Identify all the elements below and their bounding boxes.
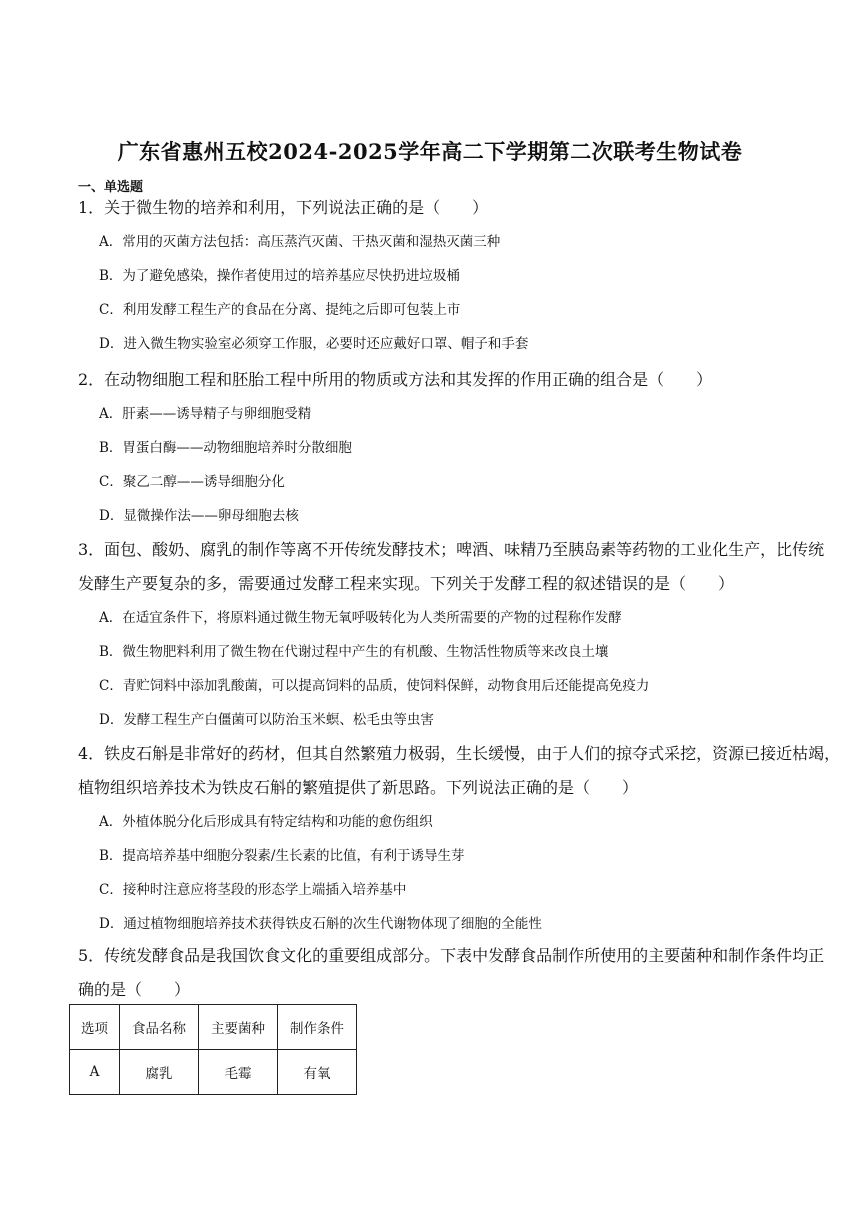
option-d: D．通过植物细胞培养技术获得铁皮石斛的次生代谢物体现了细胞的全能性 xyxy=(99,916,542,932)
table-cell: A xyxy=(70,1050,120,1095)
question-stem: 3．面包、酸奶、腐乳的制作等离不开传统发酵技术；啤酒、味精乃至胰岛素等药物的工业化生产，比传统 xyxy=(78,540,825,559)
table-cell: 有氧 xyxy=(278,1050,357,1095)
option-b: B．微生物肥料利用了微生物在代谢过程中产生的有机酸、生物活性物质等来改良土壤 xyxy=(99,644,609,660)
option-c: C．青贮饲料中添加乳酸菌，可以提高饲料的品质，使饲料保鲜，动物食用后还能提高免疫力 xyxy=(99,678,650,694)
table-header-cell: 选项 xyxy=(70,1005,120,1050)
option-c: C．聚乙二醇——诱导细胞分化 xyxy=(99,474,285,490)
table-header-cell: 制作条件 xyxy=(278,1005,357,1050)
option-a: A．肝素——诱导精子与卵细胞受精 xyxy=(99,406,312,422)
option-b: B．提高培养基中细胞分裂素/生长素的比值，有利于诱导生芽 xyxy=(99,848,465,864)
option-a: A．外植体脱分化后形成具有特定结构和功能的愈伤组织 xyxy=(99,814,433,830)
question-stem: 5．传统发酵食品是我国饮食文化的重要组成部分。下表中发酵食品制作所使用的主要菌种和制作条件均正 xyxy=(78,946,825,965)
question-2 xyxy=(78,370,788,540)
option-d: D．发酵工程生产白僵菌可以防治玉米螟、松毛虫等虫害 xyxy=(99,712,434,728)
option-a: A．常用的灭菌方法包括：高压蒸汽灭菌、干热灭菌和湿热灭菌三种 xyxy=(99,234,501,250)
table-header-cell: 食品名称 xyxy=(120,1005,199,1050)
table-cell: 腐乳 xyxy=(120,1050,199,1095)
table-cell: 毛霉 xyxy=(199,1050,278,1095)
option-c: C．接种时注意应将茎段的形态学上端插入培养基中 xyxy=(99,882,407,898)
question-stem-cont: 植物组织培养技术为铁皮石斛的繁殖提供了新思路。下列说法正确的是（ ） xyxy=(78,778,639,797)
question-stem-cont: 发酵生产要复杂的多，需要通过发酵工程来实现。下列关于发酵工程的叙述错误的是（ ） xyxy=(78,574,735,593)
page-title: 广东省惠州五校2024-2025学年高二下学期第二次联考生物试卷 xyxy=(117,139,743,164)
option-b: B．为了避免感染，操作者使用过的培养基应尽快扔进垃圾桶 xyxy=(99,268,460,284)
question-stem: 2．在动物细胞工程和胚胎工程中所用的物质或方法和其发挥的作用正确的组合是（ ） xyxy=(78,370,713,389)
question-1 xyxy=(78,198,788,368)
table-header-cell: 主要菌种 xyxy=(199,1005,278,1050)
option-b: B．胃蛋白酶——动物细胞培养时分散细胞 xyxy=(99,440,352,456)
question-3 xyxy=(78,540,825,744)
option-d: D．显微操作法——卵母细胞去核 xyxy=(99,508,299,524)
question-stem: 1．关于微生物的培养和利用，下列说法正确的是（ ） xyxy=(78,198,489,217)
question-stem-cont: 确的是（ ） xyxy=(78,980,191,999)
option-d: D．进入微生物实验室必须穿工作服，必要时还应戴好口罩、帽子和手套 xyxy=(99,336,529,352)
option-a: A．在适宜条件下，将原料通过微生物无氧呼吸转化为人类所需要的产物的过程称作发酵 xyxy=(99,610,622,626)
question-5-table xyxy=(69,1004,357,1095)
table-row xyxy=(70,1050,357,1095)
option-c: C．利用发酵工程生产的食品在分离、提纯之后即可包装上市 xyxy=(99,302,461,318)
question-stem: 4．铁皮石斛是非常好的药材，但其自然繁殖力极弱，生长缓慢，由于人们的掠夺式采挖，资源已接近枯竭， xyxy=(78,744,841,763)
table-header-row xyxy=(70,1005,357,1050)
question-4 xyxy=(78,744,841,948)
section-heading: 一、单选题 xyxy=(78,180,144,195)
